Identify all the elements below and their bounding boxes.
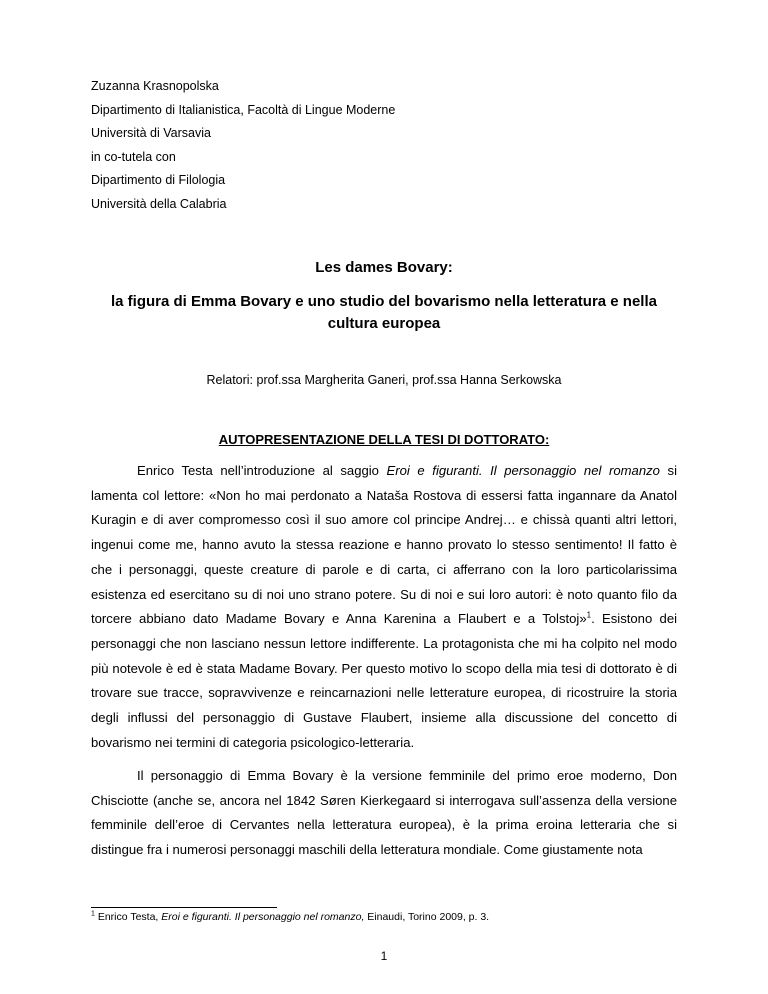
footnote-book-title: Eroi e figuranti. Il personaggio nel romanzo,	[161, 911, 365, 923]
paragraph-1-quote: si lamenta col lettore: «Non ho mai perdonato a Nataša Rostova di essersi fatta ingannare da Anatol Kuragin e di aver compromesso così il suo amore col principe Andrej… e chissà quanti altri lettori, ingenui come me, hanno avuto la stessa reazione e hanno provato lo stesso sentimento! Il fatto è che i personaggi, queste creature di parole e di carta, ci afferrano con la loro particolarissima esistenza ed esercitano su di noi uno strano potere. Su di noi e sui loro autori: è noto quanto filo da torcere abbiano dato Madame Bovary e Anna Karenina a Flaubert e a Tolstoj»	[91, 463, 677, 627]
paragraph-1	[91, 459, 677, 755]
department-italian-studies: Dipartimento di Italianistica, Facoltà di Lingue Moderne	[91, 102, 396, 117]
cotutela-note: in co-tutela con	[91, 149, 176, 164]
page-number: 1	[380, 949, 388, 963]
author-affiliation-block	[91, 75, 395, 216]
footnote-reference[interactable]: 1	[586, 610, 592, 620]
book-title-italic: Eroi e figuranti. Il personaggio nel romanzo	[386, 463, 660, 478]
footnote-1	[91, 911, 489, 923]
author-name: Zuzanna Krasnopolska	[91, 79, 219, 93]
footnote-number: 1	[91, 910, 95, 918]
footnote-author: Enrico Testa,	[94, 911, 162, 923]
paragraph-1-intro: Enrico Testa nell’introduzione al saggio	[137, 463, 387, 478]
thesis-title: Les dames Bovary:	[315, 259, 453, 276]
footnote-details: Einaudi, Torino 2009, p. 3.	[364, 911, 490, 923]
university-calabria: Università della Calabria	[91, 196, 227, 211]
section-heading: AUTOPRESENTAZIONE DELLA TESI DI DOTTORATO:	[218, 432, 550, 447]
thesis-subtitle: la figura di Emma Bovary e uno studio del bovarismo nella letteratura e nella cultura europea	[111, 293, 657, 332]
paragraph-2: Il personaggio di Emma Bovary è la versione femminile del primo eroe moderno, Don Chisciotte (anche se, ancora nel 1842 Søren Kierkegaard si interrogava sull’assenza della versione femminile dell’eroe di Cervantes nella letteratura europea), è la prima eroina letteraria che si distingue fra i numerosi personaggi maschili della letteratura mondiale. Come giustamente nota	[91, 768, 677, 858]
department-philology: Dipartimento di Filologia	[91, 173, 226, 187]
supervisors-line: Relatori: prof.ssa Margherita Ganeri, prof.ssa Hanna Serkowska	[206, 373, 562, 387]
footnote-divider	[91, 907, 277, 908]
paragraph-1-rest: . Esistono dei personaggi che non lasciano nessun lettore indifferente. La protagonista che mi ha colpito nel modo più notevole è ed è stata Madame Bovary. Per questo motivo lo scopo della mia tesi di dottorato è di trovare sue tracce, sopravvivenze e reincarnazioni nelle letterature europea, di ricostruire la storia degli influssi del personaggio di Gustave Flaubert, insieme alla discussione del concetto di bovarismo nei termini di categoria psicologico-letteraria.	[91, 611, 678, 750]
university-warsaw: Università di Varsavia	[91, 126, 211, 140]
